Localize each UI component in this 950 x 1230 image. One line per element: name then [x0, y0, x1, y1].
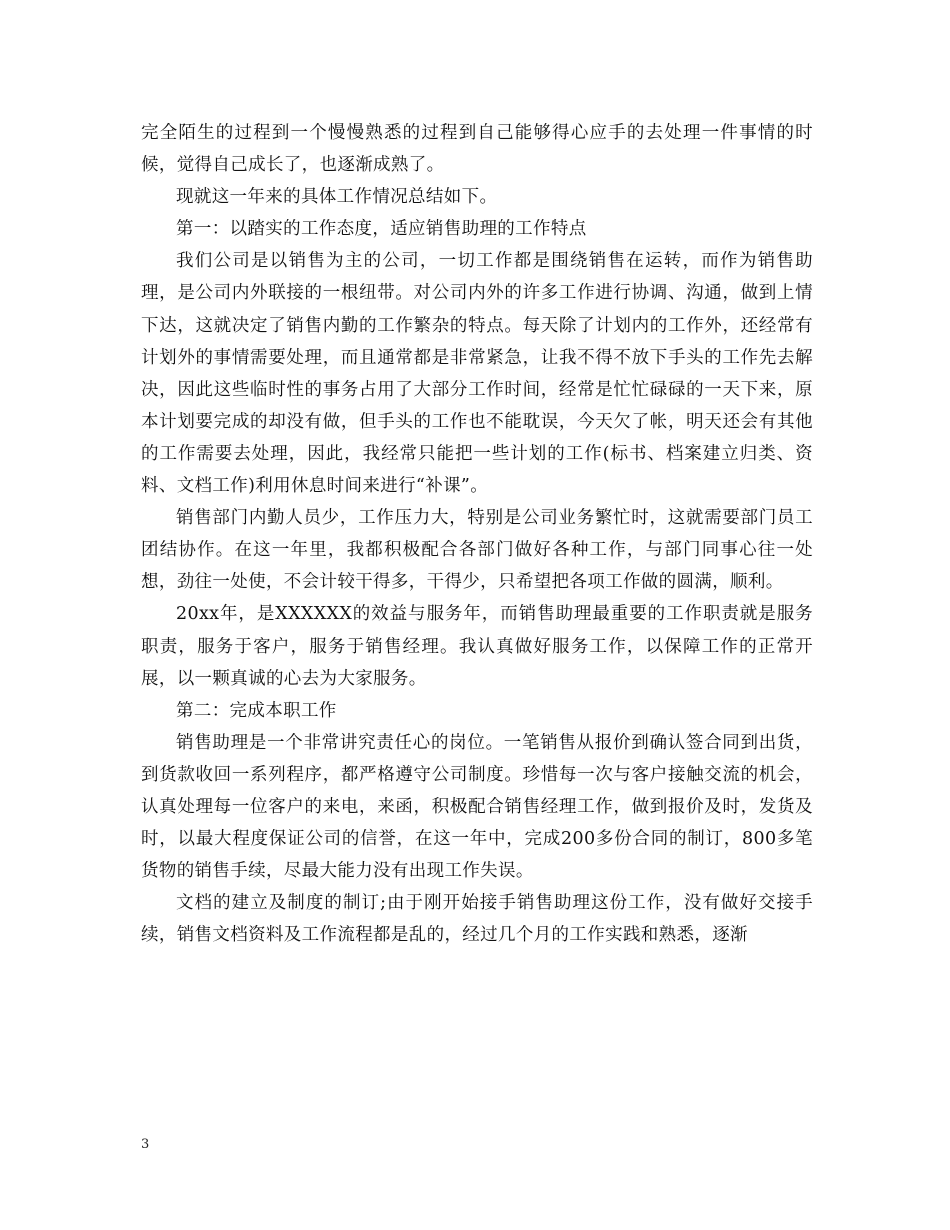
- paragraph: 销售部门内勤人员少，工作压力大，特别是公司业务繁忙时，这就需要部门员工团结协作。在这一年里，我都积极配合各部门做好各种工作，与部门同事心往一处想，劲往一处使，不会计较干得多，干得少，只希望把各项工作做的圆满，顺利。: [141, 508, 813, 593]
- document-body: [141, 117, 813, 951]
- paragraph: 20xx年，是XXXXXX的效益与服务年，而销售助理最重要的工作职责就是服务职责，服务于客户，服务于销售经理。我认真做好服务工作，以保障工作的正常开展，以一颗真诚的心去为大家服务。: [141, 604, 813, 689]
- paragraph: 完全陌生的过程到一个慢慢熟悉的过程到自己能够得心应手的去处理一件事情的时候，觉得自己成长了，也逐渐成熟了。: [141, 123, 813, 176]
- section-heading: 第二：完成本职工作: [176, 700, 337, 721]
- paragraph: 我们公司是以销售为主的公司，一切工作都是围绕销售在运转，而作为销售助理，是公司内外联接的一根纽带。对公司内外的许多工作进行协调、沟通，做到上情下达，这就决定了销售内勤的工作繁杂的特点。每天除了计划内的工作外，还经常有计划外的事情需要处理，而且通常都是非常紧急，让我不得不放下手头的工作先去解决，因此这些临时性的事务占用了大部分工作时间，经常是忙忙碌碌的一天下来，原本计划要完成的却没有做，但手头的工作也不能耽误，今天欠了帐，明天还会有其他的工作需要去处理，因此，我经常只能把一些计划的工作(标书、档案建立归类、资料、文档工作)利用休息时间来进行“补课”。: [141, 251, 813, 497]
- paragraph: 现就这一年来的具体工作情况总结如下。: [176, 187, 498, 208]
- paragraph: 销售助理是一个非常讲究责任心的岗位。一笔销售从报价到确认签合同到出货，到货款收回一系列程序，都严格遵守公司制度。珍惜每一次与客户接触交流的机会，认真处理每一位客户的来电，来函，积极配合销售经理工作，做到报价及时，发货及时，以最大程度保证公司的信誉，在这一年中，完成200多份合同的制订，800多笔货物的销售手续，尽最大能力没有出现工作失误。: [141, 732, 813, 882]
- section-heading: 第一：以踏实的工作态度，适应销售助理的工作特点: [176, 219, 587, 240]
- page-number: 3: [141, 1137, 150, 1152]
- paragraph: 文档的建立及制度的制订;由于刚开始接手销售助理这份工作，没有做好交接手续，销售文档资料及工作流程都是乱的，经过几个月的工作实践和熟悉，逐渐: [141, 893, 813, 946]
